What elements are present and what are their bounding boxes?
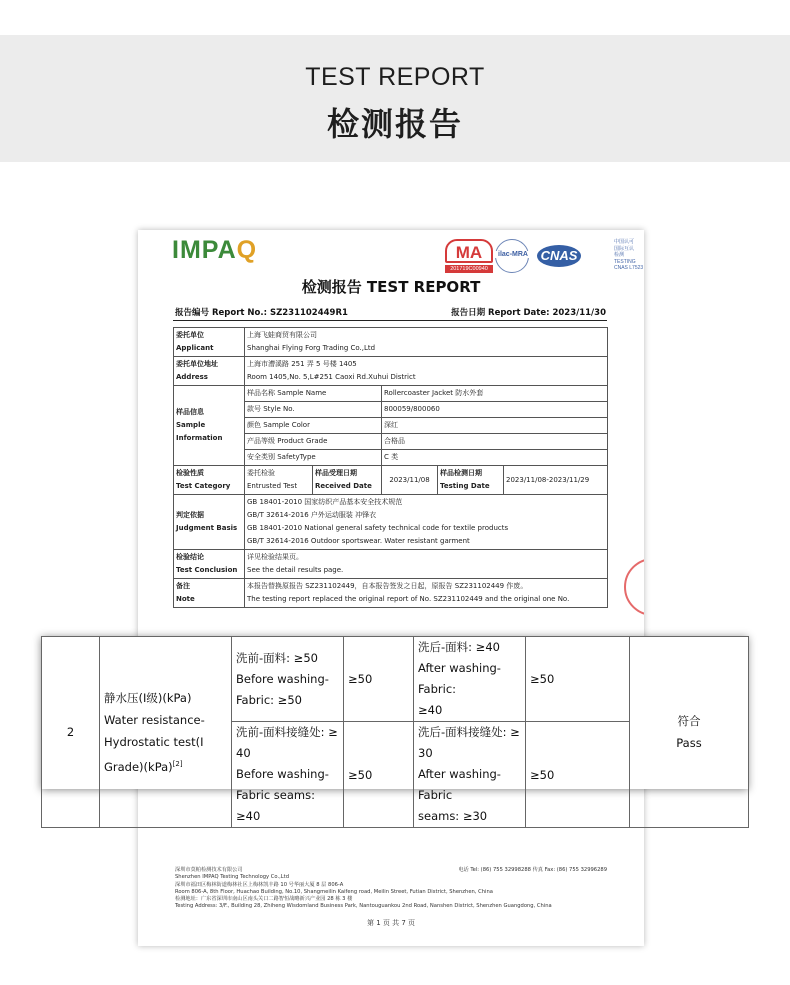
applicant-row: 委托单位 Applicant 上海飞蛙商贸有限公司 Shanghai Flying Forg Trading Co.,Ltd — [174, 328, 608, 357]
row-index: 2 — [42, 637, 100, 828]
banner-title-zh: 检测报告 — [326, 105, 463, 143]
page-number: 第 1 页 共 7 页 — [366, 919, 416, 927]
seal-stamp — [624, 558, 644, 616]
cnas-side-text: 中国认可 国际互认 检测 TESTING CNAS L7523 — [614, 239, 644, 271]
sheet-footer: 电话 Tel: (86) 755 32998288 传真 Fax: (86) 755 32996289 深圳市莫帕检测技术有限公司 Shenzhen IMPAQ Testing Technology Co.,Ltd 深圳市福田区梅林街道梅林社区上梅林凯丰路 10 号华丽大厦 8 层 806-A Room 806-A, 8th Floor, Huachao Building, No.10, Shangmeilin Kaifeng road, Meilin Street, Futian District, Shenzhen, China 检测地址：广东省深圳市南山区南头关口二路智恒战略新兴产业园 28 栋 3 楼 Testing Address: 3/F., Building 28, Zhiheng Wisdomland Business Park, Nantouguankou 2nd Road, Nanshen District, Shenzhen Guangdong, China — [175, 867, 607, 910]
header-banner — [0, 35, 790, 162]
grade-row: 产品等级 Product Grade 合格品 — [174, 434, 608, 450]
footer-contact: 电话 Tel: (86) 755 32998288 传真 Fax: (86) 755 32996289 — [458, 867, 607, 873]
note-row: 备注 Note 本报告替换原报告 SZ231102449，自本报告签发之日起，原报告 SZ231102449 作废。 The testing report replaced the original report of No. SZ231102449 and the original one No. — [174, 579, 608, 608]
test-result-zoom — [41, 636, 748, 823]
address-row: 委托单位地址 Address 上海市漕溪路 251 弄 5 号楼 1405 Room 1405,No. 5,L#251 Caoxi Rd.Xuhui District — [174, 357, 608, 386]
report-date: 报告日期 Report Date: 2023/11/30 — [451, 308, 606, 318]
report-sheet — [138, 230, 644, 946]
banner-title-en: TEST REPORT — [305, 63, 485, 91]
test-row-fabric — [42, 637, 749, 722]
test-result-table — [41, 636, 749, 828]
style-row: 款号 Style No. 800059/800060 — [174, 402, 608, 418]
safety-row: 安全类别 SafetyType C 类 — [174, 450, 608, 466]
requirement-before-seams: 洗前-面料接缝处: ≥ 40 Before washing- Fabric seams: ≥40 — [232, 722, 344, 828]
judgment-basis-row: 判定依据 Judgment Basis GB 18401-2010 国家纺织产品基本安全技术规范 GB/T 32614-2016 户外运动服装 冲锋衣 GB 18401-2010 National general safety technical code for textile products GB/T 32614-2016 Outdoor sportswear. Water resistant garment — [174, 495, 608, 550]
result-before-seams: ≥50 — [344, 722, 414, 828]
ilac-mra-mark: ilac-MRA — [495, 239, 529, 273]
test-item: 静水压(Ⅰ级)(kPa) Water resistance- Hydrostatic test(Ⅰ Grade)(kPa)[2] — [100, 637, 232, 828]
cma-certification-mark: MA 201719C00940 — [445, 239, 493, 275]
requirement-after-seams: 洗后-面料接缝处: ≥ 30 After washing-Fabric seams: ≥30 — [414, 722, 526, 828]
requirement-after-fabric: 洗后-面料: ≥40 After washing-Fabric: ≥40 — [414, 637, 526, 722]
report-number: 报告编号 Report No.: SZ231102449R1 — [175, 308, 348, 318]
color-row: 颜色 Sample Color 深红 — [174, 418, 608, 434]
divider — [173, 320, 607, 321]
requirement-before-fabric: 洗前-面料: ≥50 Before washing- Fabric: ≥50 — [232, 637, 344, 722]
cnas-mark: CNAS — [537, 239, 583, 273]
report-title: 检测报告 TEST REPORT — [301, 278, 481, 296]
sample-name-row: 样品信息 Sample Information 样品名称 Sample Name Rollercoaster Jacket 防水外套 — [174, 386, 608, 402]
result-after-fabric: ≥50 — [526, 637, 630, 722]
test-category-row: 检验性质 Test Category 委托检验 Entrusted Test 样品受理日期 Received Date 2023/11/08 样品检测日期 Testing Date 2023/11/08-2023/11/29 — [174, 466, 608, 495]
result-before-fabric: ≥50 — [344, 637, 414, 722]
conclusion-row: 检验结论 Test Conclusion 详见检验结果页。 See the detail results page. — [174, 550, 608, 579]
verdict: 符合 Pass — [630, 637, 749, 828]
report-info-table — [173, 327, 608, 608]
impaq-logo: IMPAQ — [172, 236, 258, 264]
result-after-seams: ≥50 — [526, 722, 630, 828]
